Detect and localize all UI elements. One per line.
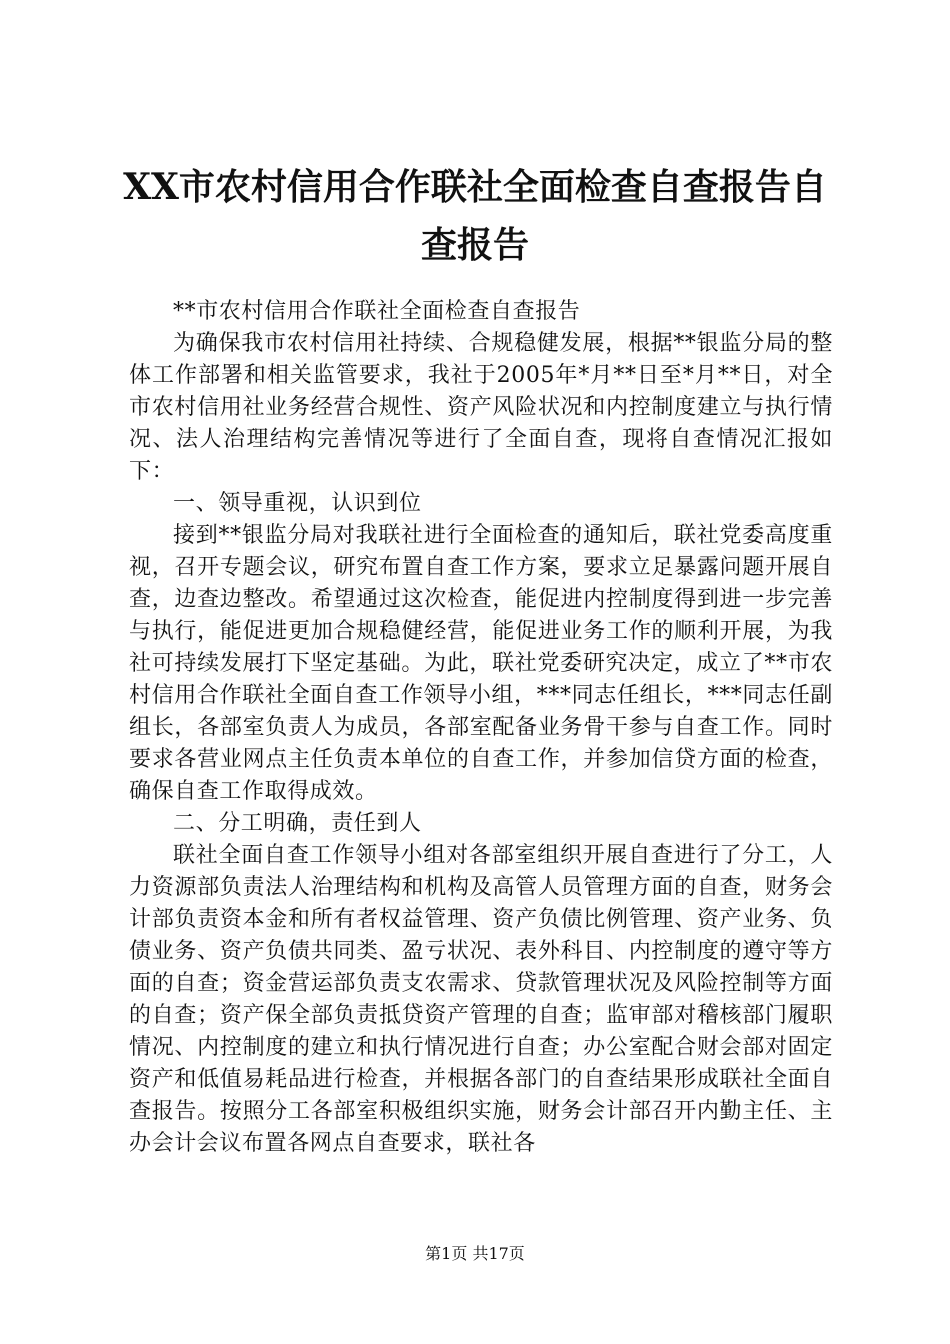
document-body [129,296,833,1160]
intro-paragraph: 为确保我市农村信用社持续、合规稳健发展，根据**银监分局的整体工作部署和相关监管要求，我社于2005年*月**日至*月**日，对全市农村信用社业务经营合规性、资产风险状况和内控制度建立与执行情况、法人治理结构完善情况等进行了全面自查，现将自查情况汇报如下： [129,331,833,484]
page-number-footer: 第1页 共17页 [425,1244,525,1263]
section-2-paragraph: 联社全面自查工作领导小组对各部室组织开展自查进行了分工，人力资源部负责法人治理结构和机构及高管人员管理方面的自查，财务会计部负责资本金和所有者权益管理、资产负债比例管理、资产业务、负债业务、资产负债共同类、盈亏状况、表外科目、内控制度的遵守等方面的自查；资金营运部负责支农需求、贷款管理状况及风险控制等方面的自查；资产保全部负责抵贷资产管理的自查；监审部对稽核部门履职情况、内控制度的建立和执行情况进行自查；办公室配合财会部对固定资产和低值易耗品进行检查，并根据各部门的自查结果形成联社全面自查报告。按照分工各部室积极组织实施，财务会计部召开内勤主任、主办会计会议布置各网点自查要求，联社各 [129,843,833,1156]
section-heading-2: 二、分工明确，责任到人 [173,811,422,836]
document-title: XX市农村信用合作联社全面检查自查报告自查报告 [123,166,827,266]
section-1-paragraph: 接到**银监分局对我联社进行全面检查的通知后，联社党委高度重视，召开专题会议，研究布置自查工作方案，要求立足暴露问题开展自查，边查边整改。希望通过这次检查，能促进内控制度得到进一步完善与执行，能促进更加合规稳健经营，能促进业务工作的顺利开展，为我社可持续发展打下坚定基础。为此，联社党委研究决定，成立了**市农村信用合作联社全面自查工作领导小组，***同志任组长，***同志任副组长，各部室负责人为成员，各部室配备业务骨干参与自查工作。同时要求各营业网点主任负责本单位的自查工作，并参加信贷方面的检查，确保自查工作取得成效。 [129,523,833,804]
subtitle-paragraph: **市农村信用合作联社全面检查自查报告 [173,299,581,324]
section-heading-1: 一、领导重视，认识到位 [173,491,422,516]
